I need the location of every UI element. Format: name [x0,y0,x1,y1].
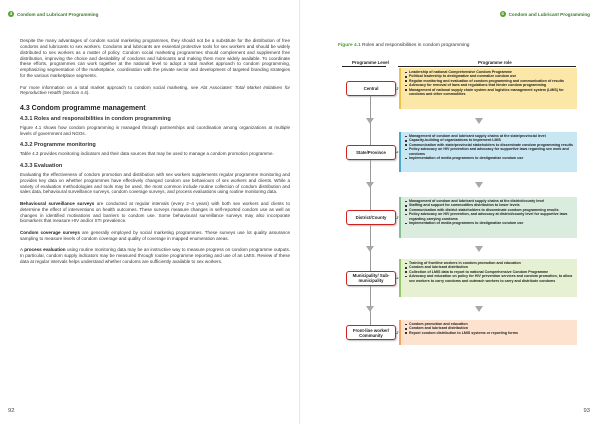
bss-paragraph: Behavioural surveillance surveys are conducted at regular intervals (every 2–4 years) with both sex workers and clients to determine the effect of interventions on health outcomes. These surveys measure changes in self-reported condom use as well as changes in identified motivations and barriers to condom use. Some behavioural surveillance surveys may also incorporate biomarkers that measure HIV and/or STI prevalence. [20,200,291,224]
chapter-badge-icon: 4 [501,11,504,16]
ccs-lead: Condom coverage surveys [20,229,80,235]
roles-paragraph: Figure 4.1 shows how condom programming is managed through partnerships and coordination among organizations at multiple levels of government and NGOs. [20,125,290,137]
connector-arrow-icon [397,216,399,218]
role-item: Staffing and support for commodities distribution to lower levels [405,203,574,207]
role-item: Communication with state/provincial stakeholders to disseminate condom programming results [405,143,574,147]
column-header-roles: Programme role [478,60,512,65]
role-item: Regular monitoring and evaluation of condom programming and communication of results [405,79,574,83]
down-arrow-icon [475,246,483,252]
role-item: Political leadership to destigmatize and normalize condom use [405,74,574,78]
column-header-levels: Programme Level [352,60,389,65]
connector-arrow-icon [397,151,399,153]
bss-lead: Behavioural surveillance surveys [20,200,95,206]
level-box: State/Province [346,145,396,160]
figure-title: Roles and responsibilities in condom programming [362,43,470,48]
info-paragraph: For more information on a total market approach to condom social marketing, see Abt Associates' Total Market Initiatives for Reproductive Health (Section 4.4). [20,84,290,96]
role-list [405,322,574,335]
role-box [399,320,577,345]
running-head-title: Condom and Lubricant Programming [17,11,99,17]
evaluation-paragraph: Evaluating the effectiveness of condom promotion and distribution with sex workers supplements regular programme monitoring and provides key data on whether programmes have effectively changed condom use behaviours of sex workers and clients. While a variety of evaluation methodologies and tools may be used, the most common include routine collection of condom distribution and sales data, behavioural surveillance surveys, condom coverage surveys, and process evaluations using routine monitoring data. [20,171,290,195]
subsection-heading-evaluation: 4.3.3 Evaluation [20,162,63,169]
section-heading: 4.3 Condom programme management [20,105,146,113]
role-item: Management of condom and lubricant supply chains at the state/provincial level [405,134,574,138]
process-eval-paragraph: A process evaluation using routine monitoring data may be an instructive way to measure progress on condom programme outputs. In particular, condom supply indicators may be measured through routine programme reporting and use of an LMIS. Review of these data at regular intervals helps understand whether condoms are sufficiently available to sex workers. [20,247,291,264]
info-italic-title: Total Market Initiatives for Reproductive Health [20,84,290,96]
level-box: Municipality/ Sub-municipality [346,271,396,286]
connector-arrow-icon [397,87,399,89]
page-number-right: 93 [583,408,590,414]
ccs-paragraph: Condom coverage surveys are generally employed by social marketing programmes. These surveys use lot quality assurance sampling to measure levels of condom coverage and quality of coverage in mapped enumeration areas. [20,229,291,241]
running-head-title: Condom and Lubricant Programming [508,11,590,17]
subsection-heading-roles: 4.3.1 Roles and responsibilities in condom programming [20,116,171,123]
role-list [405,261,574,283]
down-arrow-icon [366,118,374,124]
connector-arrow-icon [397,331,399,333]
role-list [405,134,574,160]
role-item: Leadership of national Comprehensive Condom Programme [405,70,574,74]
role-item: Advocacy for removal of laws and regulations that hinder condom programming [405,83,574,87]
level-box: Front-line worker/ Community [346,325,396,340]
role-box [399,197,577,238]
left-body [20,38,290,270]
running-head [8,11,98,17]
role-list [405,70,574,96]
role-item: Advocacy and education on policy for HIV prevention services and condom promotion, to allow sex workers to carry condoms and outreach workers to carry and distribute condoms [405,274,574,283]
chapter-badge-icon: 4 [9,11,13,16]
role-item: Capacity-building of organizations to implement LMIS [405,138,574,142]
role-box [399,68,577,109]
role-item: Training of frontline workers in condom promotion and education [405,261,574,265]
figure-label: Figure 4.1 [338,43,361,48]
figure-caption [338,43,469,48]
role-item: Implementation of media programmes to destigmatize condom use [405,221,574,225]
role-item: Policy advocacy on HIV prevention and advocacy for supportive laws regarding sex work and condoms [405,147,574,156]
role-item: Policy advocacy on HIV prevention, and advocacy at district/county level for supportive laws regarding carrying condoms [405,212,574,221]
column-rule [342,66,386,67]
down-arrow-icon [366,306,374,312]
role-item: Management of condom and lubricant supply chains at the district/county level [405,199,574,203]
role-item: Communication with district stakeholders to disseminate condom programming results [405,208,574,212]
role-box [399,259,577,297]
role-box [399,132,577,172]
role-item: Condom and lubricant distribution [405,265,574,269]
down-arrow-icon [475,118,483,124]
role-item: Report condom distribution to LMIS systems or reporting forms [405,331,574,335]
down-arrow-icon [366,246,374,252]
page-number-left: 92 [8,408,15,414]
subsection-heading-monitoring: 4.3.2 Programme monitoring [20,142,96,149]
role-item: Management of national supply chain system and logistics management system (LMIS) for condoms and other commodities [405,88,574,97]
role-item: Condom and lubricant distribution [405,326,574,330]
running-head-right [500,11,590,17]
column-rule [398,66,576,67]
role-item: Implementation of media programmes to destigmatize condom use [405,156,574,160]
role-item: Condom promotion and education [405,322,574,326]
level-box: Central [346,81,396,96]
right-page [300,0,600,424]
monitoring-paragraph: Table 4.3 provides monitoring indicators and their data sources that may be used to manage a condom promotion programme. [20,151,274,157]
role-item: Collection of LMIS data to report to national Comprehensive Condom Programme [405,270,574,274]
role-list [405,199,574,225]
down-arrow-icon [475,182,483,188]
process-eval-lead: process evaluation [24,247,66,253]
connector-arrow-icon [397,277,399,279]
down-arrow-icon [475,306,483,312]
level-box: District/County [346,210,396,225]
intro-paragraph: Despite the many advantages of condom social marketing programmes, they should not be a substitute for the distribution of free condoms and lubricants to sex workers. Condoms and lubricants are essential protective tools for sex workers and should be widely distributed to sex workers as a matter of policy. Condom social marketing programmes should complement and supplement free distribution, improving the choice and desirability of condoms and lubricants and making them more widely available. To coordinate these efforts, programmes can work together at the national level to adopt a total market approach to condom programming, emphasizing segmentation of the marketplace, coordination with the private sector and development of targeted branding strategies for the various marketplace segments. [20,38,290,79]
down-arrow-icon [366,182,374,188]
